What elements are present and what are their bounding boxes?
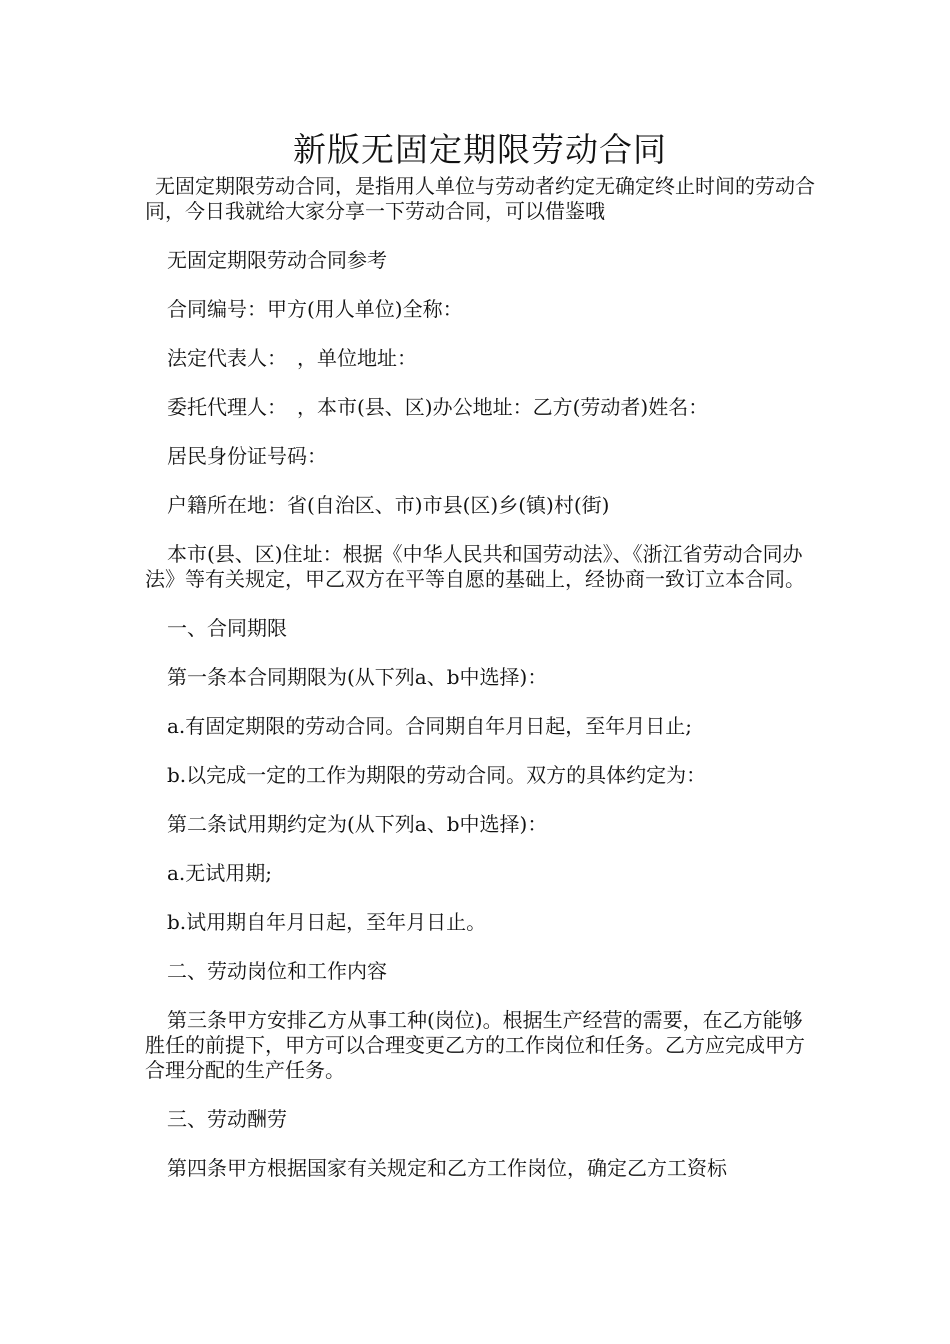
paragraph-article-4: 第四条甲方根据国家有关规定和乙方工作岗位，确定乙方工资标 — [167, 1156, 727, 1180]
paragraph-article-1-option-a: a.有固定期限的劳动合同。合同期自年月日起，至年月日止; — [167, 714, 693, 738]
paragraph-article-2-option-b: b.试用期自年月日起，至年月日止。 — [167, 910, 487, 934]
paragraph-article-3: 第三条甲方安排乙方从事工种(岗位)。根据生产经营的需要，在乙方能够胜任的前提下，甲方可以合理变更乙方的工作岗位和任务。乙方应完成甲方合理分配的生产任务。 — [145, 1008, 805, 1082]
paragraph-article-2: 第二条试用期约定为(从下列a、b中选择)： — [167, 812, 548, 836]
paragraph-article-2-option-a: a.无试用期; — [167, 861, 273, 885]
paragraph-article-1: 第一条本合同期限为(从下列a、b中选择)： — [167, 665, 548, 689]
paragraph-article-1-option-b: b.以完成一定的工作为期限的劳动合同。双方的具体约定为： — [167, 763, 707, 787]
document-page — [145, 128, 815, 1205]
paragraph-agent: 委托代理人： ，本市(县、区)办公地址：乙方(劳动者)姓名： — [167, 395, 709, 419]
paragraph-reference-title: 无固定期限劳动合同参考 — [167, 248, 387, 272]
section-heading-remuneration: 三、劳动酬劳 — [167, 1107, 287, 1131]
section-heading-job-content: 二、劳动岗位和工作内容 — [167, 959, 387, 983]
intro-paragraph: 无固定期限劳动合同，是指用人单位与劳动者约定无确定终止时间的劳动合同，今日我就给大家分享一下劳动合同，可以借鉴哦 — [145, 174, 815, 223]
paragraph-address-basis: 本市(县、区)住址：根据《中华人民共和国劳动法》、《浙江省劳动合同办法》等有关规定，甲乙双方在平等自愿的基础上，经协商一致订立本合同。 — [145, 542, 805, 591]
section-heading-contract-term: 一、合同期限 — [167, 616, 287, 640]
paragraph-household-registration: 户籍所在地：省(自治区、市)市县(区)乡(镇)村(街) — [167, 493, 610, 517]
paragraph-legal-representative: 法定代表人： ，单位地址： — [167, 346, 417, 370]
paragraph-contract-number: 合同编号：甲方(用人单位)全称： — [167, 297, 463, 321]
document-title: 新版无固定期限劳动合同 — [293, 130, 667, 169]
paragraph-id-number: 居民身份证号码： — [167, 444, 327, 468]
